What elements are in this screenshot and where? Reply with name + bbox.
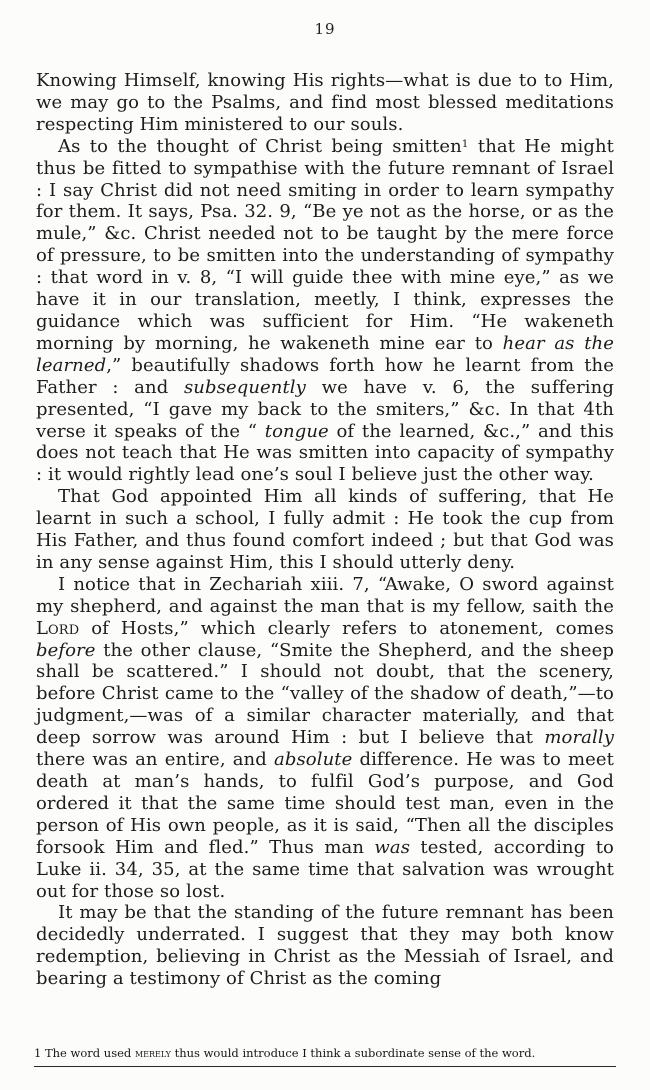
page-number: 19 (314, 20, 336, 38)
footnote: 1 The word used merely thus would introduce I think a subordinate sense of the word. (34, 1046, 616, 1067)
paragraph: I notice that in Zechariah xiii. 7, “Awake, O sword against my shepherd, and against the man that is my fellow, saith the Lord of Hosts,” which clearly refers to atonement, comes before the other clause, “Smite the Shepherd, and the sheep shall be scattered.” I should not doubt, that the scenery, before Christ came to the “valley of the shadow of death,”—to judgment,—was of a similar character materially, and that deep sorrow was around Him : but I believe that morally there was an entire, and absolute difference. He was to meet death at man’s hands, to fulfil God’s purpose, and God ordered it that the same time should test man, even in the person of His own people, as it is said, “Then all the disciples forsook Him and fled.” Thus man was tested, according to Luke ii. 34, 35, at the same time that salvation was wrought out for those so lost. (36, 573, 614, 902)
page-body (36, 70, 614, 990)
paragraph: It may be that the standing of the future remnant has been decidedly underrated. I suggest that they may both know redemption, believing in Christ as the Messiah of Israel, and bearing a testimony of Christ as the coming (36, 902, 614, 990)
paragraph: Knowing Himself, knowing His rights—what is due to to Him, we may go to the Psalms, and find most blessed meditations respecting Him ministered to our souls. (36, 70, 614, 135)
paragraph: As to the thought of Christ being smitten$^1$ that He might thus be fitted to sympathise with the future remnant of Israel : I say Christ did not need smiting in order to learn sympathy for them. It says, Psa. 32. 9, “Be ye not as the horse, or as the mule,” &c. Christ needed not to be taught by the mere force of pressure, to be smitten into the understanding of sympathy : that word in v. 8, “I will guide thee with mine eye,” as we have it in our translation, meetly, I think, expresses the guidance which was sufficient for Him. “He wakeneth morning by morning, he wakeneth mine ear to hear as the learned,” beautifully shadows forth how he learnt from the Father : and subsequently we have v. 6, the suffering presented, “I gave my back to the smiters,” &c. In that 4th verse it speaks of the “ tongue of the learned, &c.,” and this does not teach that He was smitten into capacity of sympathy : it would rightly lead one’s soul I believe just the other way. (36, 135, 615, 486)
paragraph: That God appointed Him all kinds of suffering, that He learnt in such a school, I fully admit : He took the cup from His Father, and thus found comfort indeed ; but that God was in any sense against Him, this I should utterly deny. (36, 486, 614, 573)
